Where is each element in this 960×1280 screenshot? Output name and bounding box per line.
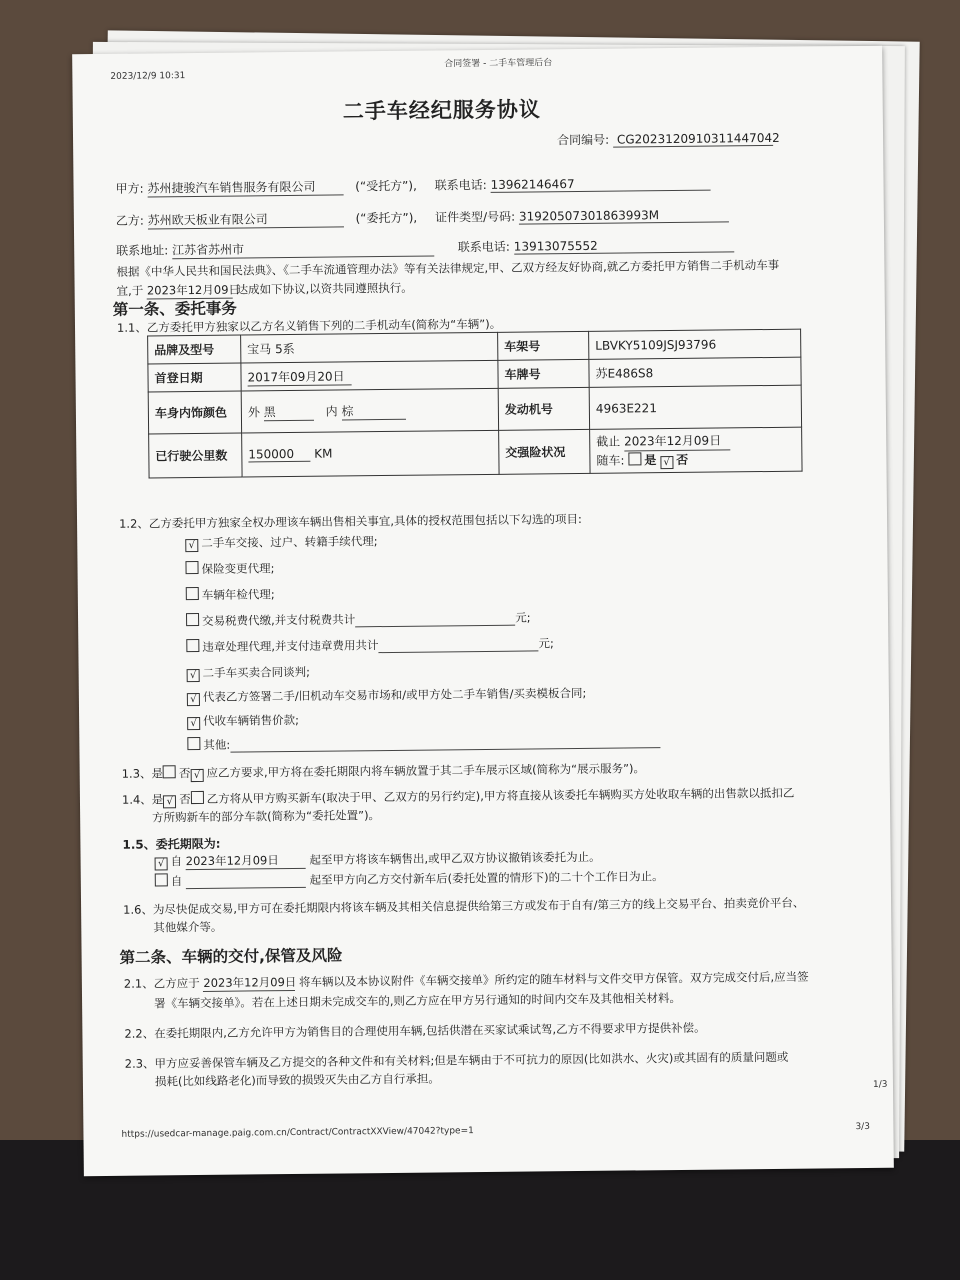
option-checkbox: √	[187, 717, 200, 730]
contract-page	[72, 46, 894, 1176]
address-label: 联系地址:	[116, 243, 169, 258]
id-number: 31920507301863993M	[519, 207, 729, 224]
option-checkbox	[186, 587, 199, 600]
color-label: 车身内饰颜色	[148, 391, 241, 434]
reg-date-value: 2017年09月20日	[247, 367, 351, 386]
insurance-cell	[590, 427, 802, 473]
insurance-with-label: 随车:	[596, 453, 625, 468]
engine-label: 发动机号	[498, 387, 589, 430]
clause-2-1-line2: 署《车辆交接单》。若在上述日期未完成交车的,则乙方应在甲方另行通知的时间内交车及其他相关材料。	[154, 990, 682, 1011]
clause-2-1-text: 将车辆以及本协议附件《车辆交接单》所约定的随车材料与文件交甲方保管。双方完成交付后,应当签	[298, 969, 809, 989]
clause-2-2: 2.2、在委托期限内,乙方允许甲方为销售目的合理使用车辆,包括供潜在买家试乘试驾,乙方不得要求甲方提供补偿。	[124, 1020, 706, 1041]
clause-2-3: 2.3、甲方应妥善保管车辆及乙方提交的各种文件和有关材料;但是车辆由于不可抗力的原因(比如洪水、火灾)或其固有的质量问题或	[124, 1049, 789, 1071]
under-page-number: 1/3	[872, 1079, 888, 1090]
clause-1-4-line2: 方所购新车的部分车款(简称为“委托处置”)。	[152, 808, 381, 825]
insurance-yes-label: 是	[644, 453, 657, 468]
id-type-label: 证件类型/号码:	[434, 209, 516, 225]
option-label: 车辆年检代理;	[201, 587, 275, 602]
authorization-option	[186, 635, 554, 655]
clause-1-3-yes-checkbox	[163, 765, 176, 778]
option-label: 二手车买卖合同谈判;	[202, 664, 311, 680]
reg-date-cell	[241, 360, 498, 391]
clause-1-3-yes: 1.3、是	[121, 766, 164, 781]
clause-1-4	[122, 785, 795, 809]
term-option1-checkbox: √	[155, 857, 168, 870]
page-url: https://usedcar-manage.paig.com.cn/Contract/ContractXXView/47042?type=1	[121, 1126, 474, 1140]
mileage-label: 已行驶公里数	[149, 433, 242, 478]
delivery-date: 2023年12月09日	[203, 974, 297, 990]
party-b-phone: 13913075552	[514, 237, 734, 254]
insurance-prefix: 截止	[596, 434, 621, 449]
option-label: 代收车辆销售价款;	[203, 712, 300, 728]
clause-1-5-label: 1.5、委托期限为:	[122, 836, 221, 852]
mileage-cell	[242, 430, 499, 477]
option-blank	[378, 636, 538, 653]
plate-label: 车牌号	[498, 359, 589, 388]
agreement-date: 2023年12月09日	[146, 282, 241, 298]
contract-number-label: 合同编号:	[557, 132, 610, 148]
address-value: 江苏省苏州市	[172, 238, 434, 259]
vin-value: LBVKY5109JSJ93796	[589, 329, 801, 359]
clause-1-4-no-checkbox	[191, 791, 204, 804]
interior-prefix: 内	[325, 404, 338, 419]
clause-1-3-no-checkbox: √	[190, 769, 203, 782]
term-option2-text: 起至甲方向乙方交付新车后(委托处置的情形下)的二十个工作日为止。	[309, 869, 664, 887]
option-label: 交易税费代缴,并支付税费共计	[202, 612, 356, 628]
clause-1-1: 1.1、乙方委托甲方独家以乙方名义销售下列的二手机动车(简称为“车辆”)。	[116, 316, 502, 335]
mileage-unit: KM	[314, 446, 333, 461]
party-a-name: 苏州捷骏汽车销售服务有限公司	[147, 177, 343, 197]
interior-color: 棕	[341, 401, 405, 420]
clause-1-6: 1.6、为尽快促成交易,甲方可在委托期限内将该车辆及其相关信息提供给第三方或发布于自有/第三方的线上交易平台、拍卖竞价平台、	[123, 895, 805, 917]
contract-number	[557, 129, 780, 148]
clause-1-3-text: 应乙方要求,甲方将在委托期限内将车辆放置于其二手车展示区域(简称为“展示服务”)。	[206, 761, 646, 780]
clause-2-1	[124, 969, 809, 993]
brand-value: 宝马 5系	[241, 332, 498, 363]
option-label: 二手车交接、过户、转籍手续代理;	[201, 534, 378, 550]
authorization-option	[187, 732, 660, 753]
party-b-row	[116, 205, 729, 229]
insurance-yes-checkbox	[628, 452, 641, 465]
clause-1-4-no: 否	[179, 792, 191, 807]
clause-1-4-yes: 1.4、是	[121, 792, 164, 807]
insurance-no-checkbox: √	[660, 456, 673, 469]
clause-1-2: 1.2、乙方委托甲方独家全权办理该车辆出售相关事宜,具体的授权范围包括以下勾选的项目:	[118, 511, 582, 531]
authorization-option	[185, 533, 378, 552]
clause-1-5-row1	[155, 849, 601, 871]
term-option1-from: 自	[170, 854, 183, 869]
site-title: 合同签署 - 二手车管理后台	[444, 58, 553, 70]
option-checkbox	[185, 561, 198, 574]
option-checkbox	[186, 639, 199, 652]
authorization-option	[187, 685, 587, 706]
authorization-option	[185, 560, 274, 577]
option-checkbox	[186, 613, 199, 626]
page-title: 二手车经纪服务协议	[342, 97, 541, 124]
insurance-no-label: 否	[676, 452, 689, 467]
print-datetime: 2023/12/9 10:31	[110, 71, 186, 82]
authorization-option	[187, 664, 311, 682]
exterior-color: 黑	[264, 402, 314, 421]
exterior-prefix: 外	[247, 404, 260, 419]
insurance-label: 交强险状况	[499, 429, 590, 474]
mileage-value: 150000	[248, 447, 310, 463]
color-cell	[241, 388, 498, 433]
preamble-line1: 根据《中华人民共和国民法典》、《二手车流通管理办法》等有关法律规定,甲、乙双方经友好协商,就乙方委托甲方销售二手机动车事	[116, 257, 780, 279]
term-option1-text: 起至甲方将该车辆售出,或甲乙双方协议撤销该委托为止。	[309, 849, 601, 867]
engine-value: 4963E221	[589, 385, 801, 429]
term-option2-checkbox	[155, 873, 168, 886]
clause-1-3-no: 否	[178, 766, 191, 781]
vehicle-info-table	[147, 329, 802, 479]
option-suffix: 元;	[515, 610, 531, 625]
clause-2-3-line2: 损耗(比如线路老化)而导致的损毁灭失由乙方自行承担。	[154, 1071, 440, 1089]
clause-1-4-text: 乙方将从甲方购买新车(取决于甲、乙双方的另行约定),甲方将直接从该委托车辆购买方处收取车辆的出售款以抵扣乙	[206, 785, 795, 806]
term-option2-from: 自	[170, 874, 183, 889]
clause-2-1-prefix: 2.1、乙方应于	[123, 975, 200, 991]
party-a-row	[115, 174, 710, 198]
clause-1-4-yes-checkbox: √	[163, 795, 176, 808]
option-suffix: 元;	[538, 636, 554, 651]
authorization-option	[187, 712, 299, 730]
option-label: 其他:	[203, 737, 231, 752]
option-checkbox: √	[187, 693, 200, 706]
clause-1-3	[122, 760, 645, 782]
party-a-phone: 13962146467	[490, 176, 710, 193]
contract-number-value: CG2023120910311447042	[613, 131, 773, 148]
authorization-option	[186, 610, 531, 630]
party-a-role: (“受托方”),	[355, 178, 417, 194]
party-b-phone-label: 联系电话:	[457, 239, 511, 255]
term-start-date: 2023年12月09日	[186, 852, 306, 870]
option-checkbox: √	[185, 539, 198, 552]
party-b-name: 苏州欧天板业有限公司	[148, 209, 344, 229]
insurance-date: 2023年12月09日	[624, 431, 730, 451]
reg-date-label: 首登日期	[148, 363, 241, 392]
party-a-label: 甲方:	[115, 181, 144, 196]
option-blank	[230, 733, 660, 753]
clause-1-6-line2: 其他媒介等。	[153, 919, 223, 935]
clause-1-5-row2	[155, 868, 664, 889]
party-b-role: (“委托方”),	[355, 210, 418, 226]
section2-title: 第二条、车辆的交付,保管及风险	[119, 946, 343, 967]
term-option2-date-blank	[186, 873, 306, 889]
preamble-suffix: 达成如下协议,以资共同遵照执行。	[236, 280, 413, 297]
option-checkbox: √	[187, 669, 200, 682]
option-label: 代表乙方签署二手/旧机动车交易市场和/或甲方处二手车销售/买卖模板合同;	[202, 685, 587, 704]
preamble-prefix: 宜,于	[116, 283, 144, 298]
page-number: 3/3	[855, 1121, 870, 1133]
authorization-option	[186, 586, 275, 603]
option-label: 违章处理代理,并支付违章费用共计	[202, 638, 379, 654]
option-checkbox	[187, 737, 200, 750]
party-b-label: 乙方:	[115, 213, 145, 228]
plate-value: 苏E486S8	[589, 357, 801, 387]
option-label: 保险变更代理;	[201, 561, 275, 576]
option-blank	[355, 611, 515, 628]
vin-label: 车架号	[498, 331, 589, 360]
party-a-phone-label: 联系电话:	[434, 177, 487, 193]
section1-title: 第一条、委托事务	[112, 299, 237, 319]
address-row	[116, 235, 734, 259]
brand-label: 品牌及型号	[148, 335, 241, 364]
